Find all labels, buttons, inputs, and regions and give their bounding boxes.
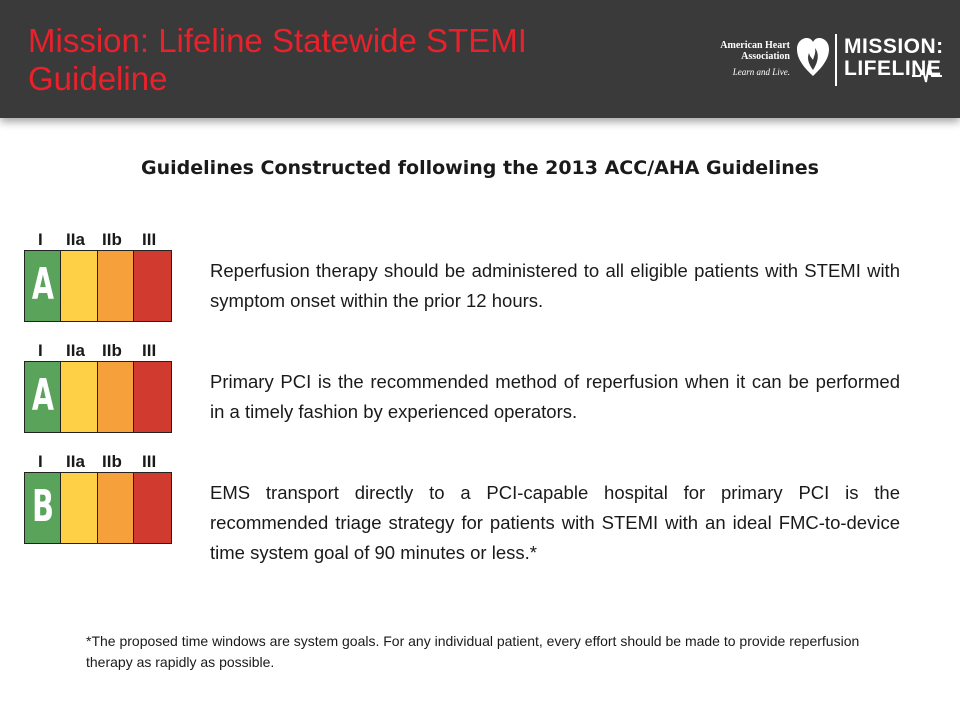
class-III-cell [134, 473, 171, 543]
class-label-III: III [142, 230, 157, 249]
class-level-box [24, 361, 172, 433]
class-IIa-cell [61, 473, 97, 543]
class-IIb-cell [98, 362, 134, 432]
class-label-I: I [38, 452, 43, 471]
class-label-IIa: IIa [66, 341, 85, 360]
recommendation-text: Primary PCI is the recommended method of reperfusion when it can be performed in a timely fashion by experienced operators. [210, 371, 900, 422]
class-label-IIb: IIb [102, 452, 122, 471]
class-I-cell [25, 251, 61, 321]
class-I-cell [25, 362, 61, 432]
aha-name: American Heart Association [720, 40, 790, 62]
class-labels [34, 230, 174, 250]
ekg-line-icon [912, 60, 942, 84]
recommendation-1 [24, 230, 954, 340]
page-title: Mission: Lifeline Statewide STEMI Guideline [28, 22, 527, 97]
recommendation-text: Reperfusion therapy should be administered to all eligible patients with STEMI with symptom onset within the prior 12 hours. [210, 260, 900, 311]
class-label-IIb: IIb [102, 230, 122, 249]
class-label-I: I [38, 341, 43, 360]
recommendation-text: EMS transport directly to a PCI-capable hospital for primary PCI is the recommended triage strategy for patients with STEMI with an ideal FMC-to-device time system goal of 90 minutes or less.* [210, 482, 900, 563]
footnote: *The proposed time windows are system goals. For any individual patient, every effort should be made to provide reperfusion therapy as rapidly as possible. [86, 633, 860, 670]
class-label-IIa: IIa [66, 230, 85, 249]
class-IIb-cell [98, 251, 134, 321]
recommendation-2 [24, 341, 954, 451]
class-IIa-cell [61, 251, 97, 321]
class-label-IIb: IIb [102, 341, 122, 360]
recommendation-3 [24, 452, 954, 562]
level-of-evidence: A [31, 370, 55, 421]
aha-mission-lifeline-logo [690, 32, 944, 90]
class-I-cell [25, 473, 61, 543]
class-label-IIa: IIa [66, 452, 85, 471]
level-of-evidence: A [31, 259, 55, 310]
class-level-box [24, 250, 172, 322]
class-III-cell [134, 362, 171, 432]
class-label-III: III [142, 452, 157, 471]
aha-tagline: Learn and Live. [732, 67, 790, 77]
guidelines-subtitle: Guidelines Constructed following the 2013 ACC/AHA Guidelines [141, 157, 819, 179]
class-label-I: I [38, 230, 43, 249]
mission-lifeline-wordmark: MISSION: LIFELINE [844, 35, 944, 80]
class-III-cell [134, 251, 171, 321]
class-labels [34, 452, 174, 472]
logo-divider [835, 34, 837, 86]
class-IIa-cell [61, 362, 97, 432]
class-level-box [24, 472, 172, 544]
heart-torch-icon [796, 36, 830, 78]
header-bar [0, 0, 960, 118]
class-label-III: III [142, 341, 157, 360]
class-IIb-cell [98, 473, 134, 543]
class-labels [34, 341, 174, 361]
level-of-evidence: B [32, 481, 54, 532]
